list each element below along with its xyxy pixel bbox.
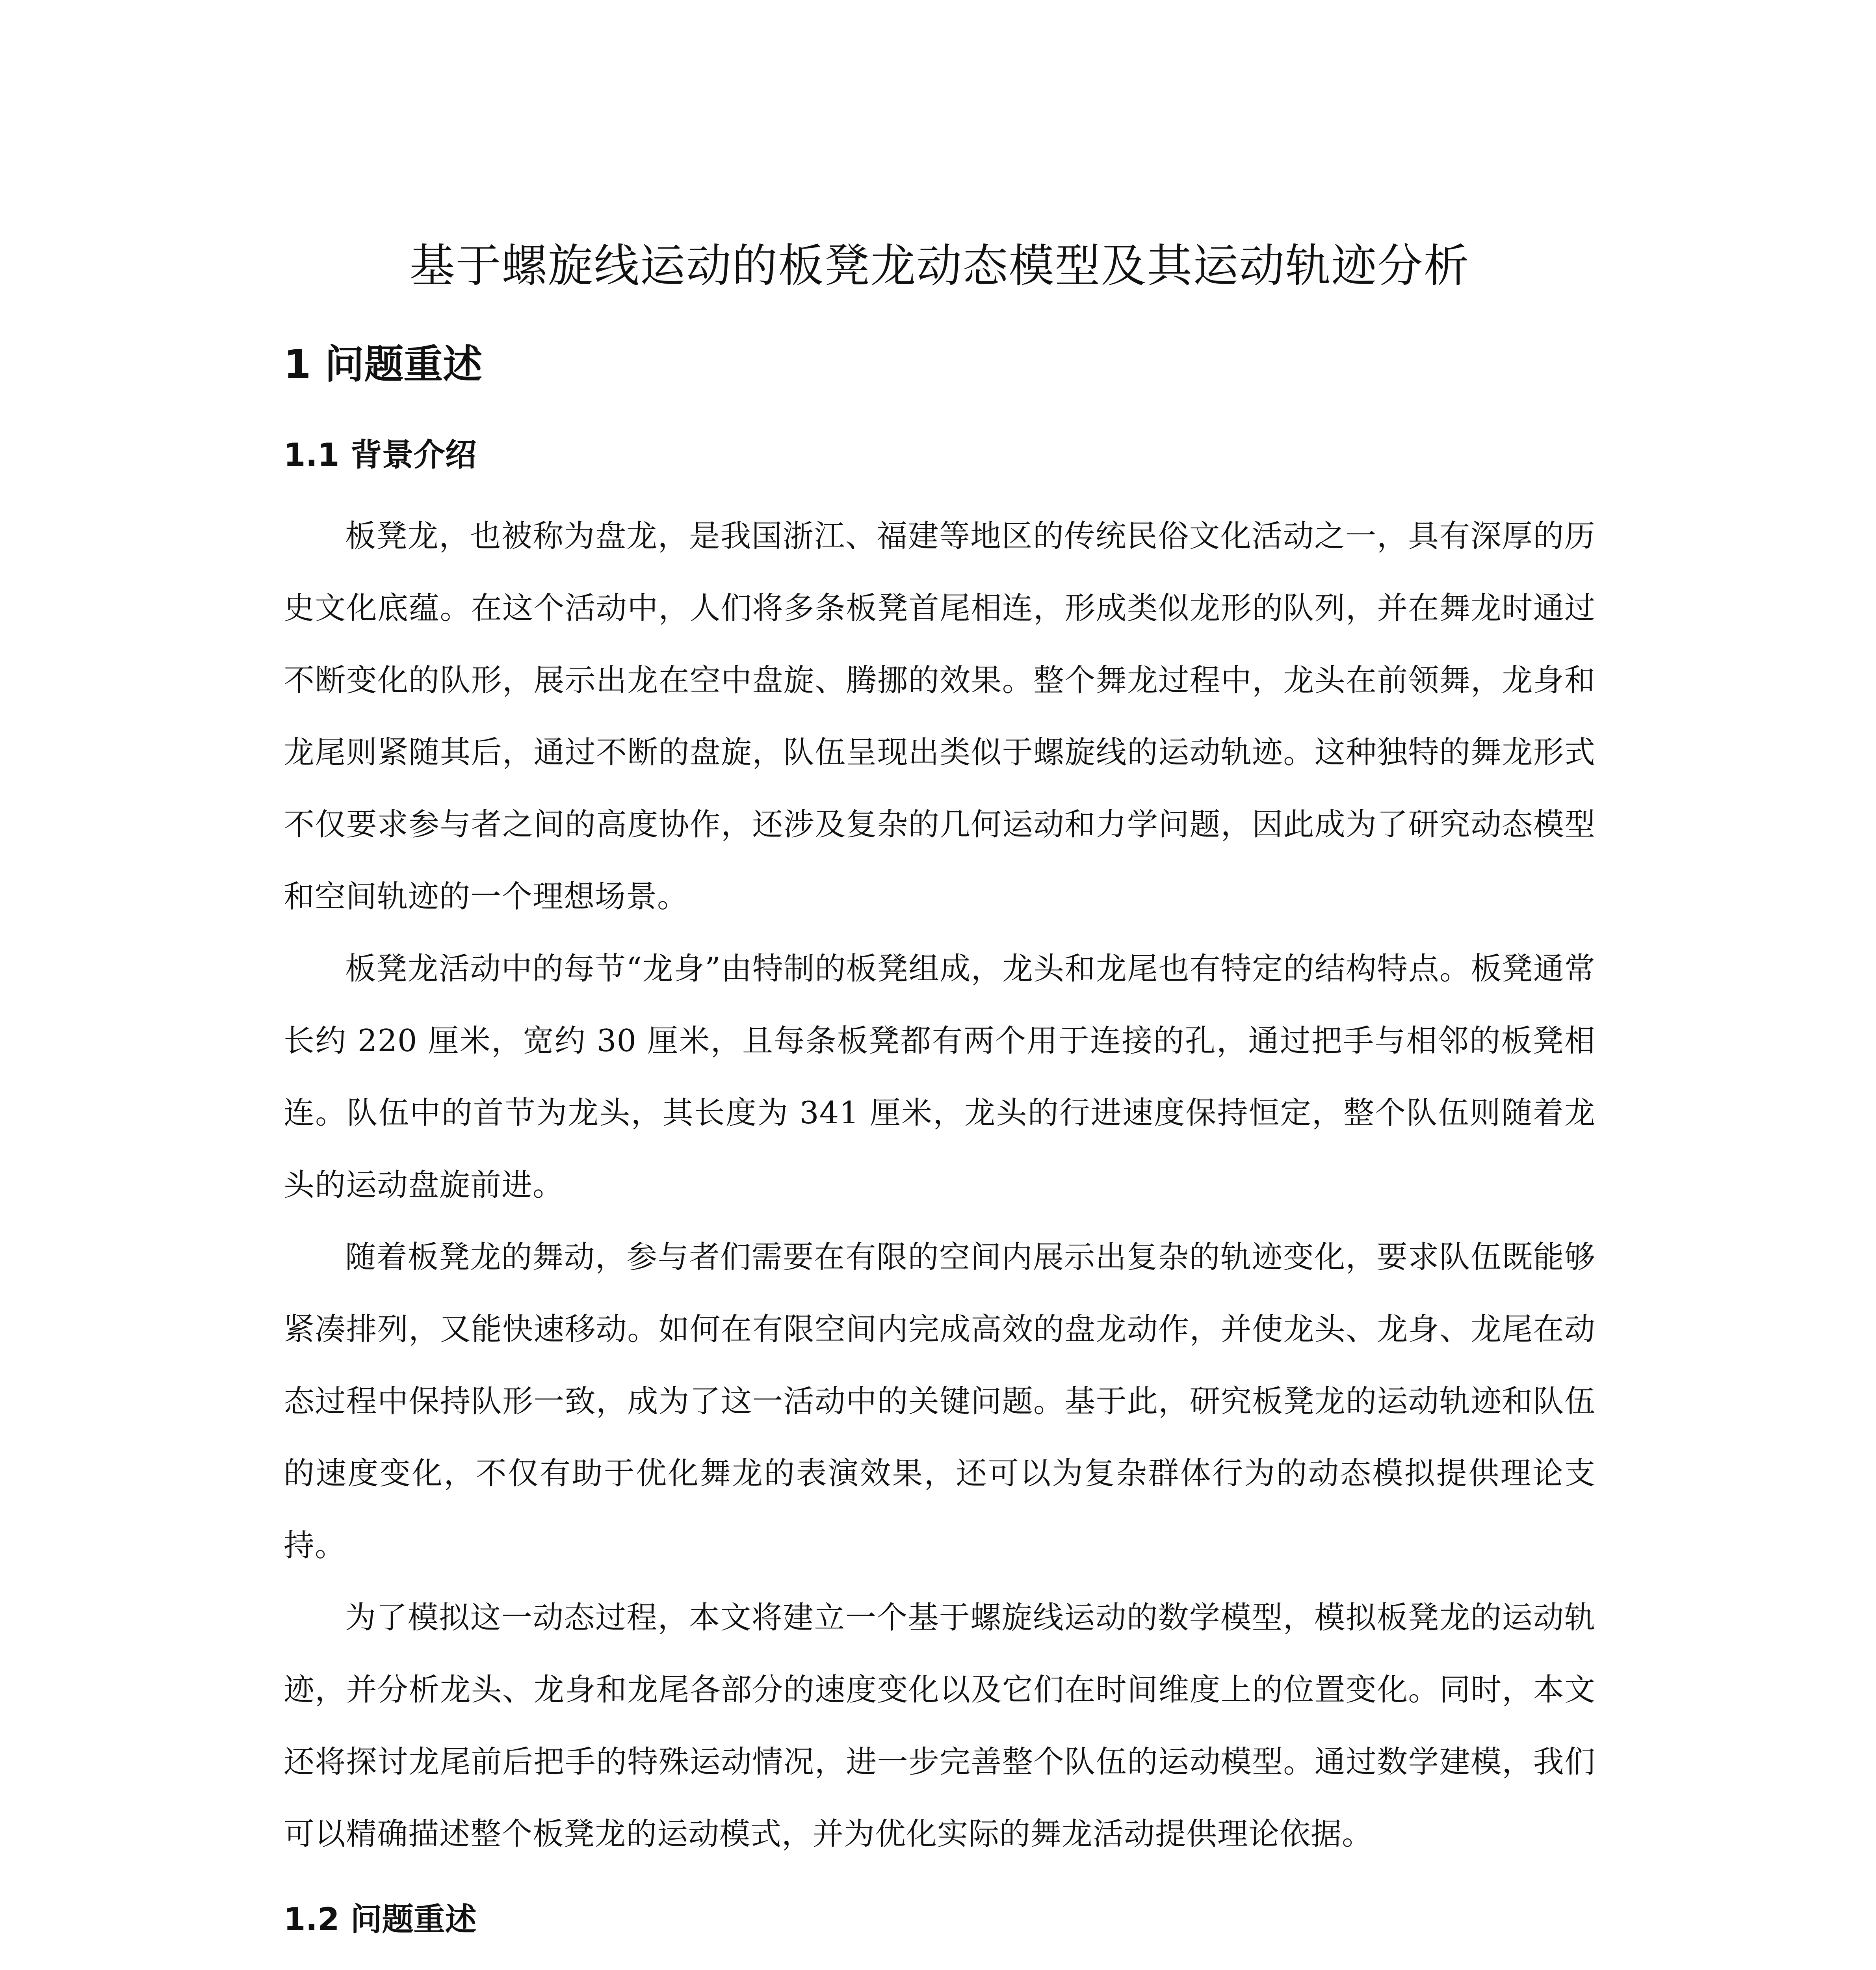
subsection-heading-1-2: 1.2 问题重述 [284, 1901, 477, 1938]
page-content [284, 236, 1596, 1970]
background-paragraph-2: 板凳龙活动中的每节“龙身”由特制的板凳组成，龙头和龙尾也有特定的结构特点。板凳通常长约 220 厘米，宽约 30 厘米，且每条板凳都有两个用于连接的孔，通过把手与相邻的板凳相连。队伍中的首节为龙头，其长度为 341 厘米，龙头的行进速度保持恒定，整个队伍则随着龙头的运动盘旋前进。 [284, 951, 1596, 1203]
section-heading-1: 1 问题重述 [284, 341, 483, 387]
subsection-heading-1-1: 1.1 背景介绍 [284, 437, 477, 473]
background-paragraph-1: 板凳龙，也被称为盘龙，是我国浙江、福建等地区的传统民俗文化活动之一，具有深厚的历史文化底蕴。在这个活动中，人们将多条板凳首尾相连，形成类似龙形的队列，并在舞龙时通过不断变化的队形，展示出龙在空中盘旋、腾挪的效果。整个舞龙过程中，龙头在前领舞，龙身和龙尾则紧随其后，通过不断的盘旋，队伍呈现出类似于螺旋线的运动轨迹。这种独特的舞龙形式不仅要求参与者之间的高度协作，还涉及复杂的几何运动和力学问题，因此成为了研究动态模型和空间轨迹的一个理想场景。 [284, 519, 1596, 914]
background-paragraph-4: 为了模拟这一动态过程，本文将建立一个基于螺旋线运动的数学模型，模拟板凳龙的运动轨迹，并分析龙头、龙身和龙尾各部分的速度变化以及它们在时间维度上的位置变化。同时，本文还将探讨龙尾前后把手的特殊运动情况，进一步完善整个队伍的运动模型。通过数学建模，我们可以精确描述整个板凳龙的运动模式，并为优化实际的舞龙活动提供理论依据。 [284, 1600, 1596, 1852]
background-paragraph-3: 随着板凳龙的舞动，参与者们需要在有限的空间内展示出复杂的轨迹变化，要求队伍既能够紧凑排列，又能快速移动。如何在有限空间内完成高效的盘龙动作，并使龙头、龙身、龙尾在动态过程中保持队形一致，成为了这一活动中的关键问题。基于此，研究板凳龙的运动轨迹和队伍的速度变化，不仅有助于优化舞龙的表演效果，还可以为复杂群体行为的动态模拟提供理论支持。 [284, 1240, 1596, 1563]
paper-title: 基于螺旋线运动的板凳龙动态模型及其运动轨迹分析 [409, 240, 1470, 292]
